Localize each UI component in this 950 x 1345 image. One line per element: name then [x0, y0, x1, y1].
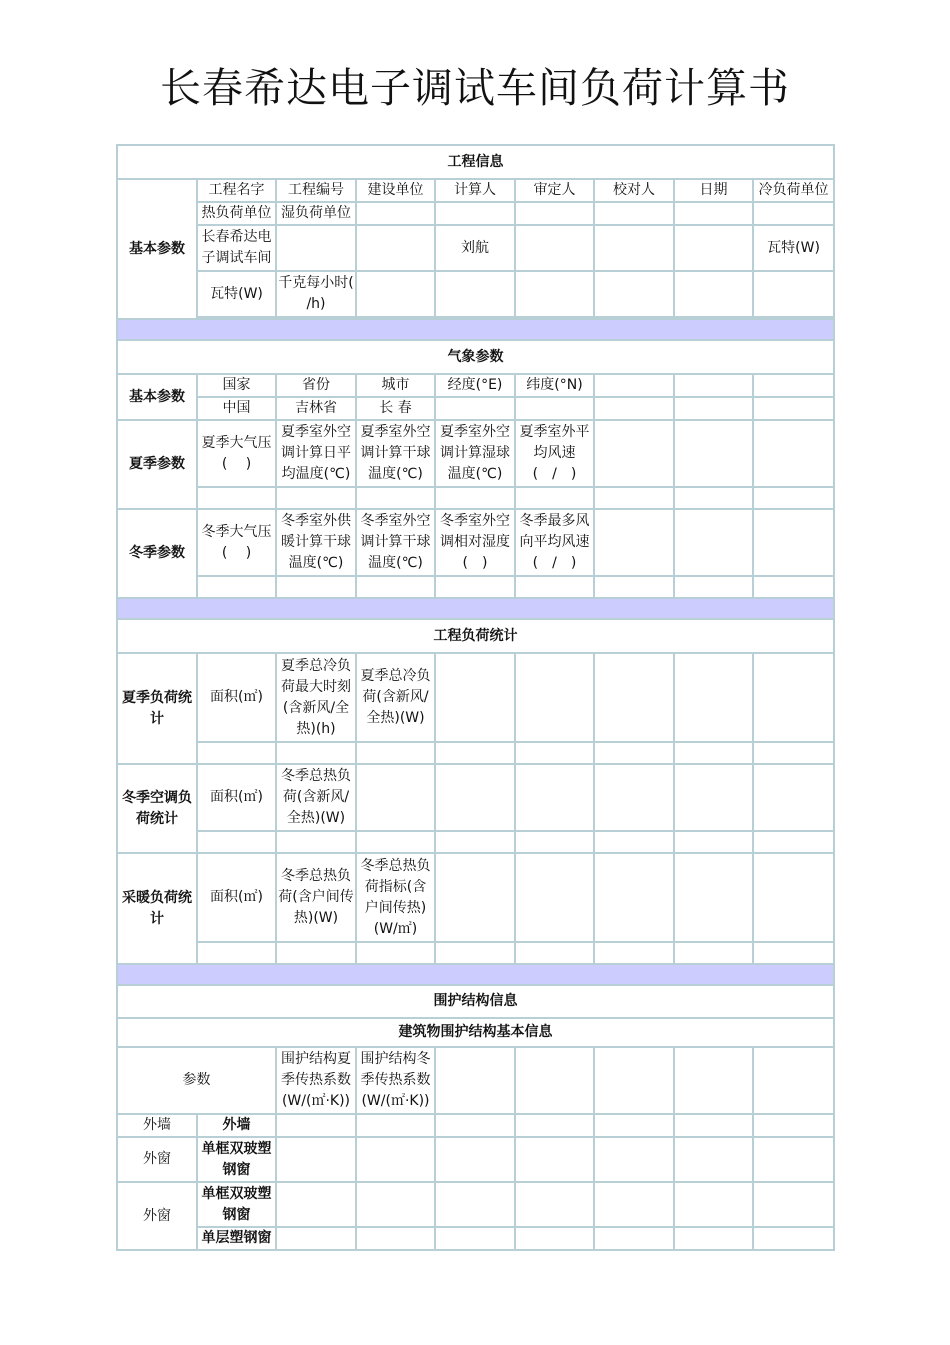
empty-cell	[594, 653, 674, 742]
empty-cell	[674, 1047, 753, 1114]
header-cell: 围护结构夏季传热系数(W/(㎡·K))	[276, 1047, 356, 1114]
empty-cell	[594, 1114, 674, 1137]
row-header-winter: 冬季参数	[117, 509, 197, 598]
header-cell: 夏季室外空调计算日平均温度(℃)	[276, 420, 356, 487]
header-cell: 夏季总冷负荷(含新风/全热)(W)	[356, 653, 435, 742]
empty-cell	[674, 653, 753, 742]
empty-cell	[276, 225, 356, 271]
section-band	[117, 964, 834, 985]
row-header-summer: 夏季参数	[117, 420, 197, 509]
header-cell: 冬季室外空调计算干球温度(℃)	[356, 509, 435, 576]
empty-cell	[674, 420, 753, 487]
empty-cell	[674, 225, 753, 271]
load-calculation-sheet	[116, 144, 835, 1251]
empty-cell	[515, 653, 594, 742]
empty-cell	[515, 831, 594, 853]
empty-cell	[197, 742, 276, 764]
header-cell: 计算人	[435, 179, 515, 202]
row-header-winter-ac-load: 冬季空调负荷统计	[117, 764, 197, 853]
empty-cell	[674, 1227, 753, 1250]
envelope-type: 单层塑钢窗	[197, 1227, 276, 1250]
empty-cell	[435, 853, 515, 942]
empty-cell	[435, 653, 515, 742]
empty-cell	[753, 420, 834, 487]
envelope-type: 单框双玻塑钢窗	[197, 1182, 276, 1227]
header-cell: 夏季大气压( )	[197, 420, 276, 487]
empty-cell	[674, 942, 753, 964]
empty-cell	[276, 576, 356, 598]
empty-cell	[515, 271, 594, 317]
empty-cell	[753, 853, 834, 942]
row-header-summer-load: 夏季负荷统计	[117, 653, 197, 764]
section-band	[117, 319, 834, 340]
empty-cell	[594, 576, 674, 598]
header-cell: 冬季大气压( )	[197, 509, 276, 576]
empty-cell	[753, 202, 834, 225]
document-title: 长春希达电子调试车间负荷计算书	[160, 64, 790, 112]
envelope-type: 外墙	[197, 1114, 276, 1137]
empty-cell	[435, 831, 515, 853]
empty-cell	[674, 764, 753, 831]
param-label: 参数	[117, 1047, 276, 1114]
city-value: 长 春	[356, 397, 435, 420]
empty-cell	[356, 742, 435, 764]
empty-cell	[276, 1137, 356, 1182]
empty-cell	[515, 1137, 594, 1182]
envelope-category: 外窗	[117, 1137, 197, 1182]
header-cell: 夏季室外平均风速( / )	[515, 420, 594, 487]
header-cell: 审定人	[515, 179, 594, 202]
empty-cell	[435, 1047, 515, 1114]
row-header-heating-load: 采暖负荷统计	[117, 853, 197, 964]
empty-cell	[594, 420, 674, 487]
empty-cell	[753, 1227, 834, 1250]
header-cell: 冬季最多风向平均风速( / )	[515, 509, 594, 576]
empty-cell	[435, 397, 515, 420]
empty-cell	[515, 942, 594, 964]
empty-cell	[515, 1182, 594, 1227]
header-cell: 冬季总热负荷(含新风/全热)(W)	[276, 764, 356, 831]
empty-cell	[276, 487, 356, 509]
empty-cell	[276, 831, 356, 853]
header-cell: 校对人	[594, 179, 674, 202]
header-cell: 建设单位	[356, 179, 435, 202]
empty-cell	[594, 1227, 674, 1250]
header-cell: 冷负荷单位	[753, 179, 834, 202]
header-cell: 热负荷单位	[197, 202, 276, 225]
empty-cell	[674, 1182, 753, 1227]
empty-cell	[435, 1114, 515, 1137]
empty-cell	[197, 576, 276, 598]
empty-cell	[197, 487, 276, 509]
section-title-project: 工程信息	[117, 145, 834, 179]
empty-cell	[515, 487, 594, 509]
section-title-weather: 气象参数	[117, 340, 834, 374]
empty-cell	[197, 831, 276, 853]
empty-cell	[594, 831, 674, 853]
row-header-weather-basic: 基本参数	[117, 374, 197, 420]
empty-cell	[515, 1114, 594, 1137]
empty-cell	[356, 1137, 435, 1182]
header-cell: 省份	[276, 374, 356, 397]
empty-cell	[356, 942, 435, 964]
empty-cell	[515, 764, 594, 831]
empty-cell	[435, 1182, 515, 1227]
header-cell: 纬度(°N)	[515, 374, 594, 397]
calculator-value: 刘航	[435, 225, 515, 271]
empty-cell	[435, 764, 515, 831]
empty-cell	[674, 831, 753, 853]
header-cell: 围护结构冬季传热系数(W/(㎡·K))	[356, 1047, 435, 1114]
empty-cell	[674, 853, 753, 942]
empty-cell	[594, 509, 674, 576]
header-cell: 面积(㎡)	[197, 764, 276, 831]
empty-cell	[753, 374, 834, 397]
empty-cell	[753, 576, 834, 598]
empty-cell	[674, 1137, 753, 1182]
empty-cell	[753, 397, 834, 420]
empty-cell	[674, 742, 753, 764]
empty-cell	[435, 1137, 515, 1182]
empty-cell	[515, 397, 594, 420]
header-cell: 城市	[356, 374, 435, 397]
empty-cell	[515, 1047, 594, 1114]
envelope-category: 外窗	[117, 1182, 197, 1250]
empty-cell	[674, 397, 753, 420]
empty-cell	[594, 487, 674, 509]
empty-cell	[356, 487, 435, 509]
empty-cell	[674, 374, 753, 397]
empty-cell	[753, 764, 834, 831]
empty-cell	[753, 1047, 834, 1114]
empty-cell	[594, 397, 674, 420]
country-value: 中国	[197, 397, 276, 420]
empty-cell	[594, 764, 674, 831]
header-cell: 夏季室外空调计算干球温度(℃)	[356, 420, 435, 487]
humidity-unit-value: 千克每小时( /h)	[276, 271, 356, 317]
empty-cell	[515, 853, 594, 942]
empty-cell	[515, 576, 594, 598]
empty-cell	[594, 1047, 674, 1114]
header-cell: 经度(°E)	[435, 374, 515, 397]
empty-cell	[356, 764, 435, 831]
project-name-value: 长春希达电子调试车间	[197, 225, 276, 271]
envelope-category: 外墙	[117, 1114, 197, 1137]
empty-cell	[356, 1182, 435, 1227]
empty-cell	[674, 576, 753, 598]
empty-cell	[753, 1114, 834, 1137]
row-header-basic: 基本参数	[117, 179, 197, 319]
empty-cell	[594, 374, 674, 397]
header-cell: 夏季室外空调计算湿球温度(℃)	[435, 420, 515, 487]
empty-cell	[435, 942, 515, 964]
section-band	[117, 598, 834, 619]
empty-cell	[356, 202, 435, 225]
empty-cell	[594, 942, 674, 964]
empty-cell	[435, 742, 515, 764]
empty-cell	[594, 225, 674, 271]
header-cell: 冬季总热负荷(含户间传热)(W)	[276, 853, 356, 942]
empty-cell	[674, 487, 753, 509]
empty-cell	[753, 831, 834, 853]
heating-unit-value: 瓦特(W)	[197, 271, 276, 317]
header-cell: 日期	[674, 179, 753, 202]
empty-cell	[594, 1137, 674, 1182]
envelope-type: 单框双玻塑钢窗	[197, 1137, 276, 1182]
empty-cell	[753, 1182, 834, 1227]
subsection-title-envelope: 建筑物围护结构基本信息	[117, 1018, 834, 1047]
empty-cell	[594, 1182, 674, 1227]
empty-cell	[276, 1227, 356, 1250]
province-value: 吉林省	[276, 397, 356, 420]
header-cell: 湿负荷单位	[276, 202, 356, 225]
header-cell: 冬季室外空调相对湿度( )	[435, 509, 515, 576]
empty-cell	[197, 942, 276, 964]
empty-cell	[515, 742, 594, 764]
empty-cell	[356, 576, 435, 598]
empty-cell	[515, 1227, 594, 1250]
empty-cell	[435, 271, 515, 317]
empty-cell	[515, 202, 594, 225]
empty-cell	[753, 509, 834, 576]
empty-cell	[276, 1114, 356, 1137]
empty-cell	[435, 487, 515, 509]
header-cell: 工程编号	[276, 179, 356, 202]
empty-cell	[356, 1227, 435, 1250]
empty-cell	[276, 1182, 356, 1227]
header-cell: 面积(㎡)	[197, 653, 276, 742]
section-title-loads: 工程负荷统计	[117, 619, 834, 653]
empty-cell	[356, 225, 435, 271]
empty-cell	[594, 271, 674, 317]
header-cell: 工程名字	[197, 179, 276, 202]
empty-cell	[674, 1114, 753, 1137]
header-cell: 冬季总热负荷指标(含户间传热)(W/㎡)	[356, 853, 435, 942]
empty-cell	[435, 202, 515, 225]
header-cell: 国家	[197, 374, 276, 397]
empty-cell	[594, 742, 674, 764]
empty-cell	[674, 509, 753, 576]
empty-cell	[753, 742, 834, 764]
empty-cell	[594, 853, 674, 942]
empty-cell	[674, 202, 753, 225]
empty-cell	[594, 202, 674, 225]
header-cell: 冬季室外供暖计算干球温度(℃)	[276, 509, 356, 576]
empty-cell	[435, 1227, 515, 1250]
empty-cell	[753, 1137, 834, 1182]
empty-cell	[276, 942, 356, 964]
cooling-unit-value: 瓦特(W)	[753, 225, 834, 271]
empty-cell	[753, 942, 834, 964]
empty-cell	[515, 225, 594, 271]
header-cell: 面积(㎡)	[197, 853, 276, 942]
empty-cell	[356, 1114, 435, 1137]
empty-cell	[276, 742, 356, 764]
header-cell: 夏季总冷负荷最大时刻(含新风/全热)(h)	[276, 653, 356, 742]
empty-cell	[356, 831, 435, 853]
empty-cell	[674, 271, 753, 317]
empty-cell	[753, 653, 834, 742]
empty-cell	[435, 576, 515, 598]
empty-cell	[753, 271, 834, 317]
section-title-envelope: 围护结构信息	[117, 985, 834, 1018]
empty-cell	[753, 487, 834, 509]
